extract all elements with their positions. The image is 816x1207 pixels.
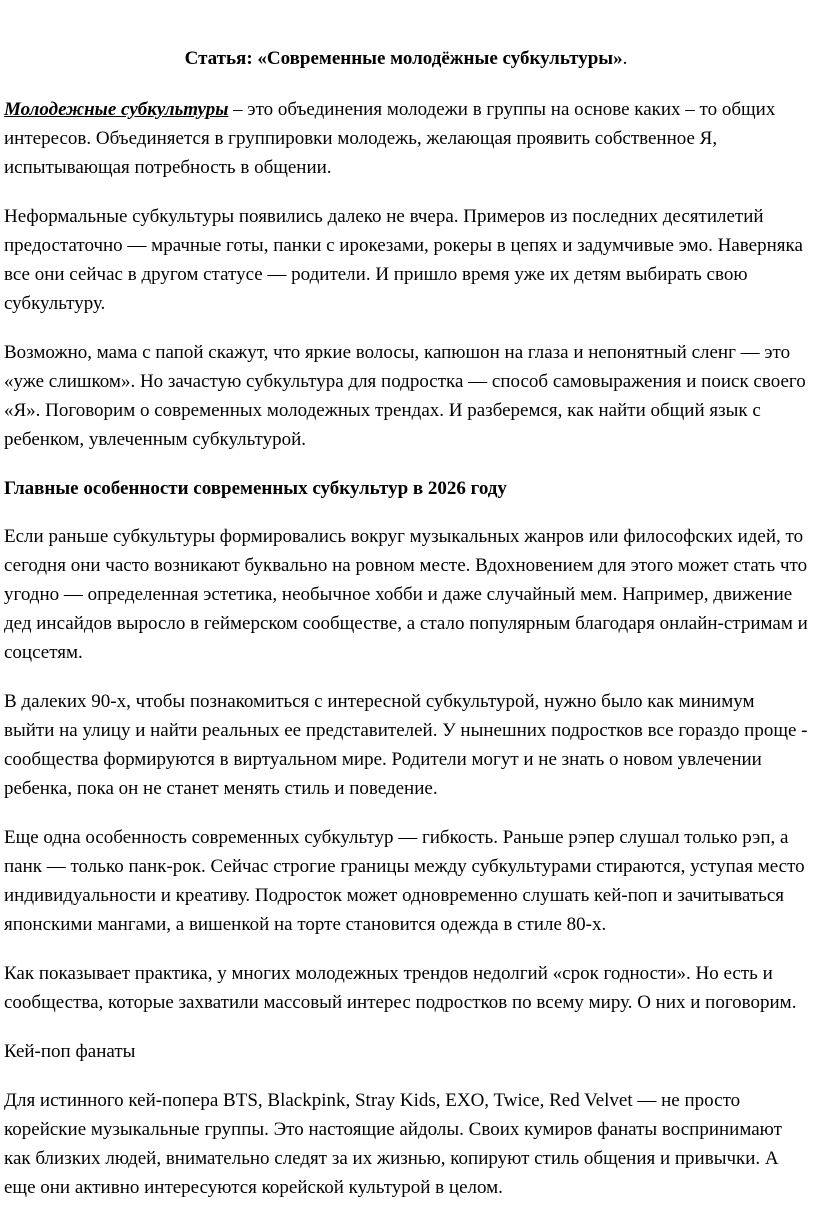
intro-definition: – это объединения молодежи в группы на основе каких – то общих интересов. Объединяется в группировки молодежь, желающая проявить собственное Я, испытывающая потребность в общении. bbox=[4, 99, 776, 178]
article-title-text: Статья: «Современные молодёжные субкультуры» bbox=[184, 48, 623, 69]
paragraph-flexibility: Еще одна особенность современных субкультур — гибкость. Раньше рэпер слушал только рэп, а панк — только панк-рок. Сейчас строгие границы между субкультурами стираются, уступая место индивидуальности и креативу. Подросток может одновременно слушать кей-поп и зачитываться японскими мангами, а вишенкой на торте становится одежда в стиле 80-х. bbox=[4, 827, 805, 935]
subheading-kpop: Кей-поп фанаты bbox=[4, 1041, 136, 1062]
section-heading: Главные особенности современных субкультур в 2026 году bbox=[4, 478, 507, 499]
paragraph-kpop-fans: Для истинного кей-попера BTS, Blackpink, Stray Kids, EXO, Twice, Red Velvet — не просто корейские музыкальные группы. Это настоящие айдолы. Своих кумиров фанаты воспринимают как близких людей, внимательно следят за их жизнью, копируют стиль общения и привычки. А еще они активно интересуются корейской культурой в целом. bbox=[4, 1090, 782, 1198]
article-title-period: . bbox=[622, 48, 628, 69]
intro-term: Молодежные субкультуры bbox=[4, 99, 229, 120]
article-title bbox=[4, 45, 808, 73]
paragraph-shelf-life: Как показывает практика, у многих молодежных трендов недолгий «срок годности». Но есть и сообщества, которые захватили массовый интерес подростков по всему миру. О них и поговорим. bbox=[4, 963, 797, 1013]
intro-paragraph bbox=[4, 95, 808, 182]
paragraph-90s: В далеких 90-х, чтобы познакомиться с интересной субкультурой, нужно было как минимум выйти на улицу и найти реальных ее представителей. У нынешних подростков все гораздо проще - сообщества формируются в виртуальном мире. Родители могут и не знать о новом увлечении ребенка, пока он не станет менять стиль и поведение. bbox=[4, 691, 808, 799]
paragraph-origins: Если раньше субкультуры формировались вокруг музыкальных жанров или философских идей, то сегодня они часто возникают буквально на ровном месте. Вдохновением для этого может стать что угодно — определенная эстетика, необычное хобби и даже случайный мем. Например, движение дед инсайдов выросло в геймерском сообществе, а стало популярным благодаря онлайн-стримам и соцсетям. bbox=[4, 526, 808, 663]
paragraph-self-expression: Возможно, мама с папой скажут, что яркие волосы, капюшон на глаза и непонятный сленг — это «уже слишком». Но зачастую субкультура для подростка — способ самовыражения и поиск своего «Я». Поговорим о современных молодежных трендах. И разберемся, как найти общий язык с ребенком, увлеченным субкультурой. bbox=[4, 342, 806, 450]
paragraph-informal-subcultures: Неформальные субкультуры появились далеко не вчера. Примеров из последних десятилетий предостаточно — мрачные готы, панки с ирокезами, рокеры в цепях и задумчивые эмо. Наверняка все они сейчас в другом статусе — родители. И пришло время уже их детям выбирать свою субкультуру. bbox=[4, 206, 803, 314]
